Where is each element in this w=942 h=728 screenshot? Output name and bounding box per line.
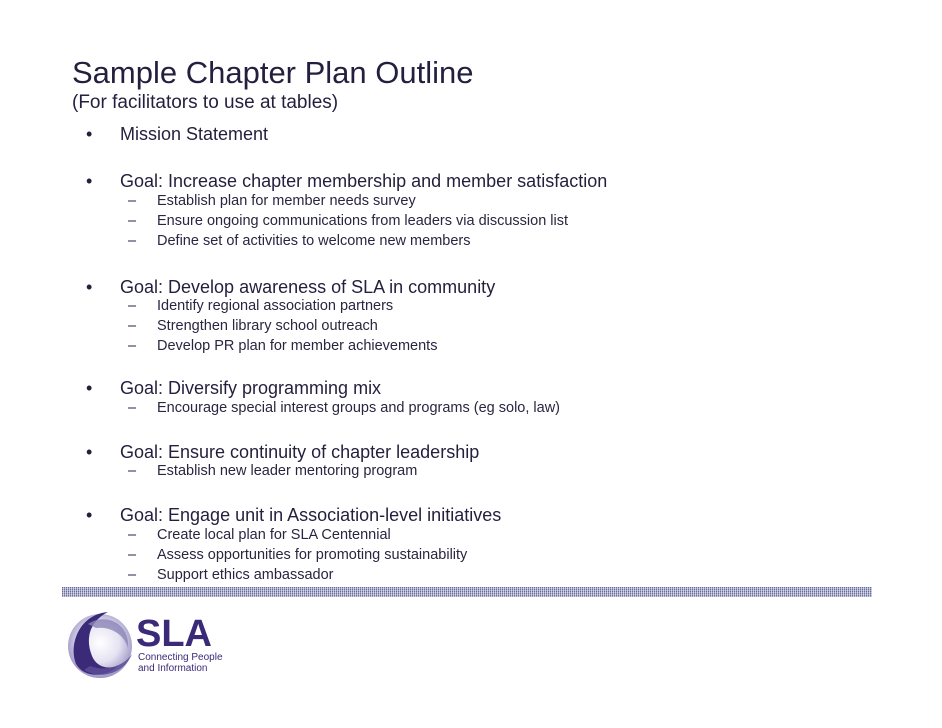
footer-divider — [62, 587, 872, 597]
sub-item-label: Encourage special interest groups and programs (eg solo, law) — [157, 400, 560, 416]
sub-item-label: Strengthen library school outreach — [157, 318, 378, 334]
bullet-icon: • — [86, 505, 93, 525]
sub-item-label: Establish plan for member needs survey — [157, 193, 416, 209]
bullet-icon: • — [86, 171, 93, 191]
orb-icon — [68, 612, 132, 678]
logo-tagline-line2: and Information — [138, 663, 208, 674]
sub-item-label: Develop PR plan for member achievements — [157, 338, 438, 354]
dash-icon: – — [128, 400, 137, 416]
outline-item-label: Goal: Develop awareness of SLA in community — [120, 277, 496, 297]
dash-icon: – — [128, 298, 137, 314]
dash-icon: – — [128, 463, 137, 479]
dash-icon: – — [128, 193, 137, 209]
sub-item-label: Ensure ongoing communications from leaders via discussion list — [157, 213, 569, 229]
sub-item-label: Support ethics ambassador — [157, 567, 334, 583]
outline-item-label: Goal: Increase chapter membership and member satisfaction — [120, 171, 608, 191]
dash-icon: – — [128, 527, 137, 543]
sub-item-label: Create local plan for SLA Centennial — [157, 527, 391, 543]
sub-item-label: Assess opportunities for promoting sustainability — [157, 547, 468, 563]
slide-subtitle: (For facilitators to use at tables) — [72, 92, 339, 113]
outline-item-label: Goal: Engage unit in Association-level initiatives — [120, 505, 502, 525]
slide-title: Sample Chapter Plan Outline — [72, 55, 474, 90]
dash-icon: – — [128, 213, 137, 229]
sub-item-label: Define set of activities to welcome new members — [157, 233, 471, 249]
dash-icon: – — [128, 233, 137, 249]
bullet-icon: • — [86, 277, 93, 297]
dash-icon: – — [128, 567, 137, 583]
bullet-icon: • — [86, 124, 93, 144]
sla-logo — [66, 604, 246, 686]
logo-wordmark: SLA — [136, 613, 212, 655]
outline-item-label: Goal: Diversify programming mix — [120, 378, 382, 398]
dash-icon: – — [128, 338, 137, 354]
dash-icon: – — [128, 547, 137, 563]
sub-item-label: Identify regional association partners — [157, 298, 394, 314]
outline-item-label: Mission Statement — [120, 124, 269, 144]
bullet-icon: • — [86, 442, 93, 462]
sub-item-label: Establish new leader mentoring program — [157, 463, 418, 479]
dash-icon: – — [128, 318, 137, 334]
outline-item-label: Goal: Ensure continuity of chapter leadership — [120, 442, 480, 462]
logo-tagline-line1: Connecting People — [138, 652, 223, 663]
bullet-icon: • — [86, 378, 93, 398]
